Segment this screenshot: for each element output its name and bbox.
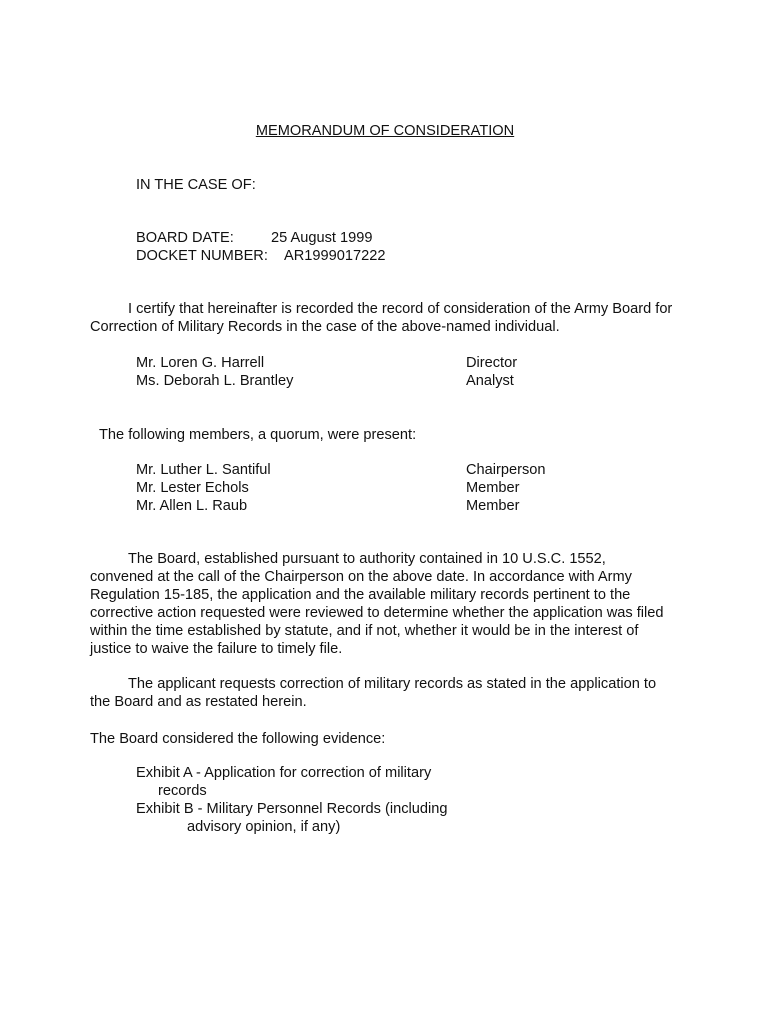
exhibit-a-continuation: records [158, 783, 207, 799]
exhibit-b-line: Exhibit B - Military Personnel Records (including [136, 801, 448, 817]
exhibit-a-line: Exhibit A - Application for correction of military [136, 765, 432, 781]
applicant-request-paragraph: The applicant requests correction of military records as stated in the application to the Board and as restated herein. [90, 676, 657, 710]
staff-name: Mr. Loren G. Harrell [136, 355, 265, 371]
staff-name: Ms. Deborah L. Brantley [136, 373, 294, 389]
docket-number-value: AR1999017222 [284, 248, 386, 264]
board-date-value: 25 August 1999 [271, 230, 373, 246]
member-role: Member [466, 498, 520, 514]
exhibit-b-continuation: advisory opinion, if any) [187, 819, 341, 835]
board-date-label: BOARD DATE: [136, 230, 234, 246]
memorandum-title: MEMORANDUM OF CONSIDERATION [255, 123, 515, 139]
staff-role: Analyst [466, 373, 514, 389]
member-name: Mr. Allen L. Raub [136, 498, 248, 514]
board-authority-paragraph: The Board, established pursuant to authority contained in 10 U.S.C. 1552, convened at the call of the Chairperson on the above date. In accordance with Army Regulation 15-185, the application and the available military records pertinent to the corrective action requested were reviewed to determine whether the application was filed within the time established by statute, and if not, whether it would be in the interest of justice to waive the failure to timely file. [90, 551, 664, 657]
staff-role: Director [466, 355, 518, 371]
evidence-intro: The Board considered the following evidence: [90, 731, 386, 747]
quorum-statement: The following members, a quorum, were present: [99, 427, 417, 443]
member-role: Member [466, 480, 520, 496]
member-name: Mr. Lester Echols [136, 480, 249, 496]
certification-paragraph: I certify that hereinafter is recorded the record of consideration of the Army Board for Correction of Military Records in the case of the above-named individual. [90, 301, 673, 335]
docket-number-label: DOCKET NUMBER: [136, 248, 268, 264]
member-name: Mr. Luther L. Santiful [136, 462, 271, 478]
case-of-label: IN THE CASE OF: [136, 177, 256, 193]
member-role: Chairperson [466, 462, 546, 478]
